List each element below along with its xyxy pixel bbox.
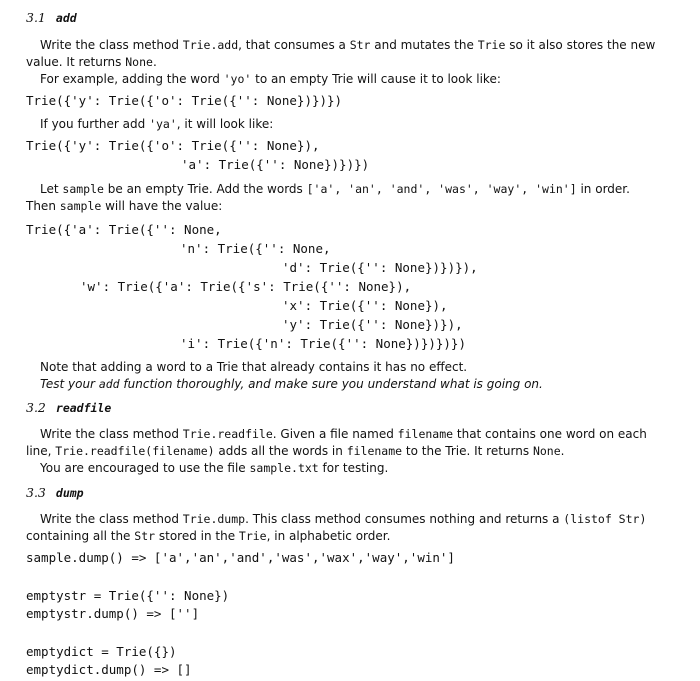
- inline-code: None: [125, 55, 153, 69]
- code-line: 'w': Trie({'a': Trie({'s': Trie({'': None}),: [80, 279, 412, 294]
- text: to the Trie. It returns: [402, 444, 533, 458]
- inline-code: Str: [349, 38, 371, 52]
- text: function thoroughly, and make sure you understand what is going on.: [119, 377, 543, 391]
- inline-code: add: [98, 377, 120, 391]
- text: adds all the words in: [214, 444, 347, 458]
- text: For example, adding the word: [40, 72, 224, 86]
- text: .: [560, 444, 565, 458]
- code-line: emptystr.dump() => ['']: [26, 606, 200, 621]
- inline-code: Trie.readfile: [182, 427, 273, 441]
- text: so it also stores the new: [505, 38, 656, 52]
- code-line: Trie({'a': Trie({'': None,: [26, 222, 222, 237]
- section-name: readfile: [55, 401, 112, 415]
- code-line: emptydict.dump() => []: [26, 662, 192, 677]
- code-line: 'x': Trie({'': None}),: [282, 298, 448, 313]
- section-name: add: [55, 11, 77, 25]
- section-name: dump: [55, 486, 84, 500]
- section-heading-add: [26, 10, 77, 26]
- text: stored in the: [155, 529, 239, 543]
- paragraph-line: [40, 116, 273, 132]
- text: in order.: [576, 182, 630, 196]
- paragraph-line: [40, 376, 543, 392]
- inline-code: Str: [134, 529, 156, 543]
- text: be an empty Trie. Add the words: [103, 182, 307, 196]
- code-line: 'n': Trie({'': None,: [180, 241, 331, 256]
- inline-code: Trie: [238, 529, 267, 543]
- section-heading-dump: [26, 485, 84, 501]
- paragraph-line: [26, 528, 390, 544]
- inline-code: sample.txt: [249, 461, 319, 475]
- paragraph-line: Note that adding a word to a Trie that already contains it has no effect.: [40, 360, 468, 374]
- text: . This class method consumes nothing and returns a: [245, 512, 564, 526]
- text: for testing.: [318, 461, 389, 475]
- code-line: 'a': Trie({'': None})})}): [181, 157, 370, 172]
- inline-code: (listof Str): [563, 512, 647, 526]
- text: that contains one word on each: [453, 427, 647, 441]
- text: value. It returns: [26, 55, 126, 69]
- text: , that consumes a: [238, 38, 350, 52]
- code-line: 'i': Trie({'n': Trie({'': None})})})}): [180, 336, 466, 351]
- section-number: 3.1: [26, 10, 46, 25]
- paragraph-line: [40, 460, 388, 476]
- inline-code: Trie.readfile(filename): [55, 444, 215, 458]
- paragraph-line: [40, 71, 501, 87]
- paragraph-line: [40, 426, 647, 442]
- inline-code: 'ya': [149, 117, 177, 131]
- section-number: 3.2: [26, 400, 46, 415]
- text: will have the value:: [101, 199, 223, 213]
- code-line: emptystr = Trie({'': None}): [26, 588, 230, 603]
- paragraph-line: [26, 198, 222, 214]
- text: line,: [26, 444, 56, 458]
- inline-code: Trie: [477, 38, 506, 52]
- inline-code: sample: [59, 199, 102, 213]
- text: , in alphabetic order.: [266, 529, 391, 543]
- section-heading-readfile: [26, 400, 111, 416]
- inline-code: None: [532, 444, 561, 458]
- paragraph-line: [26, 443, 564, 459]
- code-line: Trie({'y': Trie({'o': Trie({'': None}),: [26, 138, 320, 153]
- text: containing all the: [26, 529, 135, 543]
- paragraph-line: [26, 54, 157, 70]
- text: Let: [40, 182, 63, 196]
- text: to an empty Trie will cause it to look like:: [251, 72, 501, 86]
- inline-code: Trie.dump: [182, 512, 246, 526]
- inline-code: 'yo': [223, 72, 252, 86]
- inline-code: Trie.add: [182, 38, 239, 52]
- code-line: sample.dump() => ['a','an','and','was','wax','way','win']: [26, 550, 455, 565]
- inline-code: filename: [397, 427, 454, 441]
- text: . Given a file named: [272, 427, 398, 441]
- text: , it will look like:: [176, 117, 274, 131]
- text: If you further add: [40, 117, 150, 131]
- paragraph-line: [40, 511, 646, 527]
- text: You are encouraged to use the file: [40, 461, 250, 475]
- code-line: Trie({'y': Trie({'o': Trie({'': None})})}): [26, 93, 343, 108]
- text: Write the class method: [40, 512, 183, 526]
- code-line: 'y': Trie({'': None})}),: [282, 317, 463, 332]
- paragraph-line: [40, 37, 655, 53]
- inline-code: ['a', 'an', 'and', 'was', 'way', 'win']: [306, 182, 577, 196]
- inline-code: sample: [62, 182, 104, 196]
- text: Then: [26, 199, 60, 213]
- code-line: emptydict = Trie({}): [26, 644, 177, 659]
- text: .: [152, 55, 157, 69]
- section-number: 3.3: [26, 485, 46, 500]
- text: Write the class method: [40, 38, 183, 52]
- text: Test your: [40, 377, 99, 391]
- code-line: 'd': Trie({'': None})})}),: [282, 260, 478, 275]
- inline-code: filename: [346, 444, 403, 458]
- text: and mutates the: [370, 38, 478, 52]
- text: Write the class method: [40, 427, 183, 441]
- paragraph-line: [40, 181, 630, 197]
